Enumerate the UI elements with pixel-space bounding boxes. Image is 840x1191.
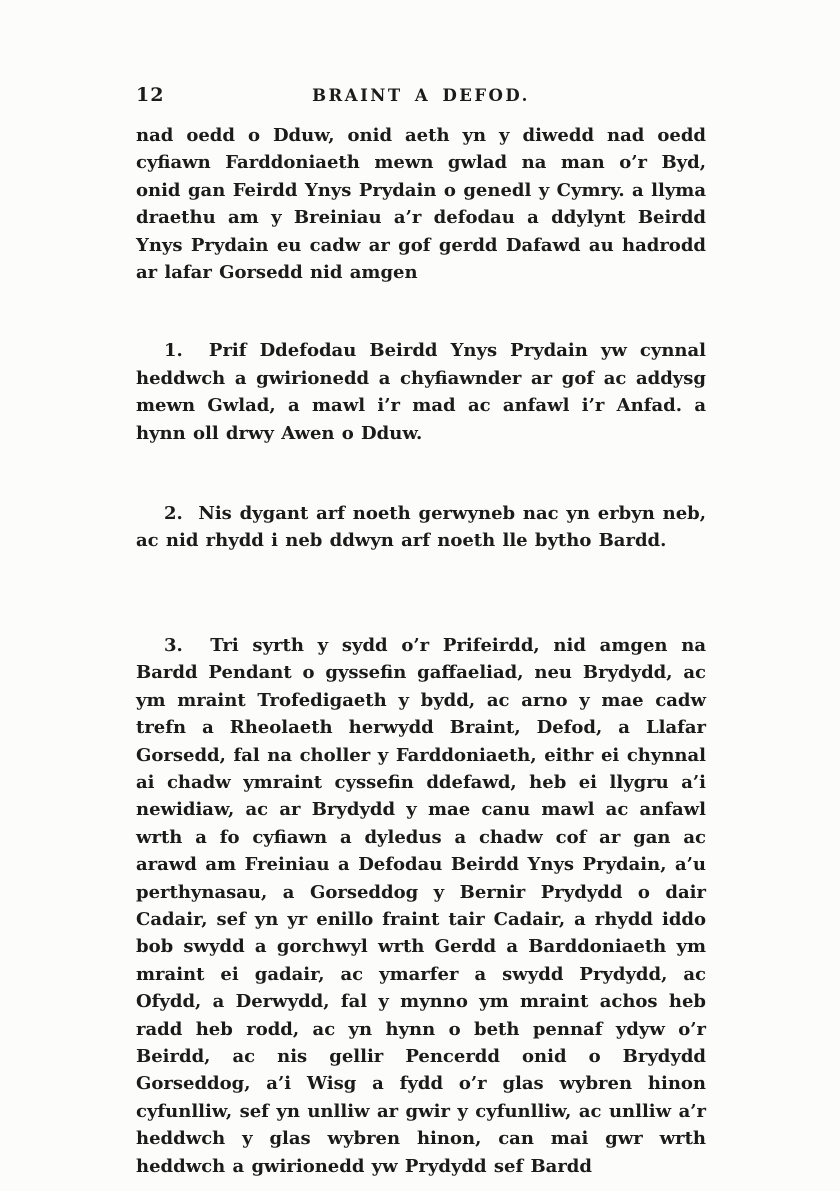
- paragraph-continuation: nad oedd o Dduw, onid aeth yn y diwedd nad oedd cyfiawn Farddoniaeth mewn gwlad na man o’r Byd, onid gan Feirdd Ynys Prydain o genedl y Cymry. a llyma draethu am y Breiniau a’r defodau a ddylynt Beirdd Ynys Prydain eu cadw ar gof gerdd Dafawd au hadrodd ar lafar Gorsedd nid amgen: [136, 125, 706, 284]
- text-block: [136, 122, 706, 1180]
- page-header: [136, 84, 706, 110]
- page-number: 12: [136, 84, 165, 106]
- paragraph-numbered-1: 1. Prif Ddefodau Beirdd Ynys Prydain yw cynnal heddwch a gwirionedd a chyfiawnder ar gof ac addysg mewn Gwlad, a mawl i’r mad ac anfawl i’r Anfad. a hynn oll drwy Awen o Dduw.: [136, 340, 706, 444]
- running-title: BRAINT A DEFOD.: [312, 86, 530, 105]
- paragraph-numbered-3: 3. Tri syrth y sydd o’r Prifeirdd, nid amgen na Bardd Pendant o gyssefin gaffaeliad, neu Brydydd, ac ym mraint Trofedigaeth y bydd, ac arno y mae cadw trefn a Rheolaeth herwydd Braint, Defod, a Llafar Gorsedd, fal na choller y Farddoniaeth, eithr ei chynnal ai chadw ymraint cyssefin ddefawd, heb ei llygru a’i newidiaw, ac ar Brydydd y mae canu mawl ac anfawl wrth a fo cyfiawn a dyledus a chadw cof ar gan ac arawd am Freiniau a Defodau Beirdd Ynys Prydain, a’u perthynasau, a Gorseddog y Bernir Prydydd o dair Cadair, sef yn yr enillo fraint tair Cadair, a rhydd iddo bob swydd a gorchwyl wrth Gerdd a Barddoniaeth ym mraint ei gadair, ac ymarfer a swydd Prydydd, ac Ofydd, a Derwydd, fal y mynno ym mraint achos heb radd heb rodd, ac yn hynn o beth pennaf ydyw o’r Beirdd, ac nis gellir Pencerdd onid o Brydydd Gorseddog, a’i Wisg a fydd o’r glas wybren hinon cyfunlliw, sef yn unlliw ar gwir y cyfunlliw, ac unlliw a’r heddwch y glas wybren hinon, can mai gwr wrth heddwch a gwirionedd yw Prydydd sef Bardd: [136, 634, 706, 1177]
- paragraph-numbered-2: 2. Nis dygant arf noeth gerwyneb nac yn erbyn neb, ac nid rhydd i neb ddwyn arf noeth lle bytho Bardd.: [136, 503, 706, 552]
